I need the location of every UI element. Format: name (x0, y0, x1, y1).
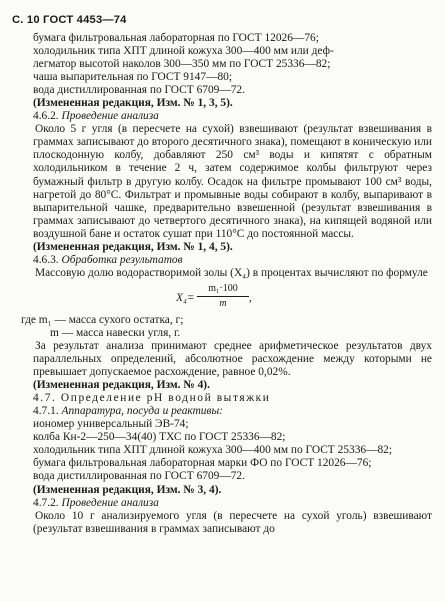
section-number: 4.6.3. (33, 253, 59, 266)
text-line: иономер универсальный ЭВ-74; (33, 418, 189, 431)
text-line: бумага фильтровальная лабораторная по ГОСТ 12026—76; (33, 32, 319, 44)
formula-denominator: m (219, 297, 227, 309)
text-line: колба Кн-2—250—34(40) ТХС по ГОСТ 25336—82; (33, 431, 286, 444)
section-title: Аппаратура, посуда и реактивы: (61, 405, 223, 418)
revision-note: (Измененная редакция, Изм. № 1, 4, 5). (33, 240, 233, 253)
formula-lhs: X₄= (176, 291, 195, 304)
page-header: С. 10 ГОСТ 4453—74 (12, 14, 127, 26)
revision-note: (Измененная редакция, Изм. № 1, 3, 5). (33, 97, 233, 110)
section-number: 4.7.1. (33, 405, 59, 418)
document-body (21, 32, 432, 536)
section-number: 4.6.2. (33, 110, 59, 123)
section-title: Обработка результатов (61, 253, 183, 266)
section-title: Проведение анализа (61, 496, 159, 509)
formula-tail: , (249, 291, 252, 304)
section-heading (33, 110, 432, 123)
paragraph: За результат анализа принимают среднее арифметическое результатов двух параллельных определений, абсолютное расхождение между которыми не превышает допускаемое расхождение, равное 0,02%. (33, 339, 432, 379)
text-line: легматор высотой наколов 300—350 мм по ГОСТ 25336—82; (33, 58, 331, 71)
text-line: чаша выпарительная по ГОСТ 9147—80; (33, 71, 233, 84)
text-line: вода дистиллированная по ГОСТ 6709—72. (33, 470, 245, 483)
section-heading: 4.7. Определение рН водной вытяжки (33, 392, 271, 405)
text-line: холодильник типа ХПТ длиной кожуха 300—400 мм или деф- (33, 45, 334, 58)
formula-fraction (197, 282, 249, 310)
formula (33, 282, 432, 312)
section-title: Проведение анализа (61, 110, 159, 123)
where-line: m — масса навески угля, г. (50, 326, 181, 339)
where-line: где m₁ — масса сухого остатка, г; (21, 313, 184, 326)
text-line: холодильник типа ХПТ длиной кожуха 300—400 мм по ГОСТ 25336—82; (33, 444, 393, 457)
section-heading (33, 254, 432, 267)
paragraph: Около 5 г угля (в пересчете на сухой) взвешивают (результат взвешивания в граммах записывают до второго десятичного знака), помещают в коническую или плоскодонную колбу, добавляют 250 см³ воды и кипятят с обратным холодильником в течение 2 ч, затем содержимое колбы фильтруют через бумажный фильтр в другую колбу. Осадок на фильтре промывают 100 см³ воды, нагретой до 80°С. Фильтрат и промывные воды собирают в колбу, выпаривают в выпарительной чашке, предварительно взвешенной (результат взвешивания в граммах записывают до четвертого десятичного знака), на кипящей водяной или воздушной бане и остаток сушат при 110°С до постоянной массы. (33, 123, 432, 240)
text-line: вода дистиллированная по ГОСТ 6709—72. (33, 84, 245, 97)
section-heading (33, 497, 432, 510)
paragraph: Массовую долю водорастворимой золы (X₄) в процентах вычисляют по формуле (35, 266, 428, 279)
revision-note: (Измененная редакция, Изм. № 4). (33, 379, 210, 392)
section-number: 4.7.2. (33, 496, 59, 509)
paragraph: Около 10 г анализируемого угля (в пересчете на сухой уголь) взвешивают (результат взвешивания в граммах записывают до (33, 509, 432, 535)
section-heading (33, 405, 432, 418)
formula-numerator: m₁·100 (197, 282, 249, 297)
revision-note: (Измененная редакция, Изм. № 3, 4). (33, 483, 222, 496)
text-line: бумага фильтровальная лабораторная марки ФО по ГОСТ 12026—76; (33, 457, 372, 470)
